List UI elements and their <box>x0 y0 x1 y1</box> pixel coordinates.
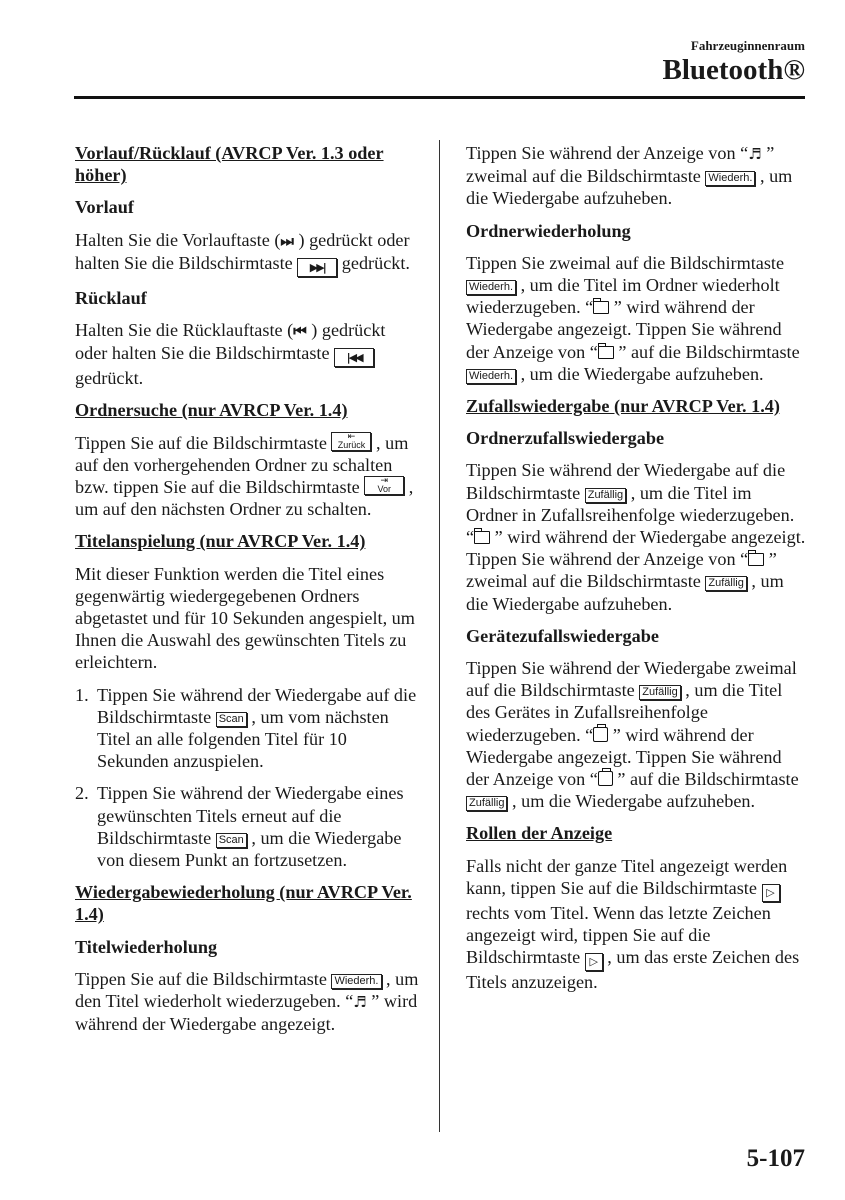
list-item: 1. Tippen Sie während der Wiedergabe auf die Bildschirmtaste Scan , um vom nächsten Titel an alle folgenden Titel für 10 Sekunden anzuspielen. <box>75 684 417 772</box>
subheading-folder-shuffle: Ordnerzufallswiedergabe <box>466 428 665 449</box>
heading-folder-search: Ordnersuche (nur AVRCP Ver. 1.4) <box>75 400 348 421</box>
left-column <box>75 142 420 1046</box>
shuffle-button-icon: Zufällig <box>705 576 746 591</box>
header-rule <box>74 96 805 99</box>
music-note-icon: ♬ <box>748 145 762 163</box>
paragraph-track-repeat: Tippen Sie auf die Bildschirmtaste Wiederh. , um den Titel wiederholt wiederzugeben. “♬ ” wird während der Wiedergabe angezeigt. <box>75 968 419 1035</box>
paragraph-cancel-track-repeat: Tippen Sie während der Anzeige von “♬ ” zweimal auf die Bildschirmtaste Wiederh. , um die Wiedergabe aufzuheben. <box>466 143 793 209</box>
list-item: 2. Tippen Sie während der Wiedergabe eines gewünschten Titels erneut auf die Bildschirmtaste Scan , um die Wiedergabe von diesem Punkt an fortzusetzen. <box>75 783 404 871</box>
column-divider <box>439 140 440 1132</box>
repeat-button-icon: Wiederh. <box>705 171 755 186</box>
heading-repeat: Wiedergabewiederholung (nur AVRCP Ver. 1.4) <box>75 882 412 925</box>
scan-button-icon: Scan <box>216 712 247 727</box>
music-note-icon: ♬ <box>353 993 367 1012</box>
shuffle-button-icon: Zufällig <box>639 685 680 700</box>
paragraph-track-scan: Mit dieser Funktion werden die Titel eines gegenwärtig wiedergegebenen Ordners abgetastet und für 10 Sekunden angespielt, um Ihnen die Auswahl des gewünschten Titels zu erleichtern. <box>75 563 415 673</box>
section-label: Fahrzeuginnenraum <box>690 38 805 53</box>
back-folder-button-icon: ⇤ Zurück <box>331 432 371 451</box>
scan-steps <box>75 684 420 872</box>
folder-icon <box>598 346 614 359</box>
heading-shuffle: Zufallswiedergabe (nur AVRCP Ver. 1.4) <box>466 396 780 417</box>
subheading-track-repeat: Titelwiederholung <box>75 936 218 957</box>
paragraph-forward: Halten Sie die Vorlauftaste (⏭ ) gedrückt oder halten Sie die Bildschirmtaste ▶▶| gedrückt. <box>75 229 420 277</box>
device-icon <box>598 771 613 786</box>
repeat-button-icon: Wiederh. <box>331 974 381 989</box>
next-track-icon: ⏭ <box>280 231 294 250</box>
paragraph-device-shuffle: Tippen Sie während der Wiedergabe zweimal auf die Bildschirmtaste Zufällig , um die Titel des Gerätes in Zufallsreihenfolge wiederzugeben. “ ” wird während der Wiedergabe angezeigt. Tippen Sie während der Anzeige von “ ” auf die Bildschirmtaste Zufällig , um die Wiedergabe aufzuheben. <box>466 658 799 812</box>
scan-button-icon: Scan <box>216 833 247 848</box>
heading-track-scan: Titelanspielung (nur AVRCP Ver. 1.4) <box>75 531 366 552</box>
subheading-folder-repeat: Ordnerwiederholung <box>466 220 631 241</box>
shuffle-button-icon: Zufällig <box>585 488 626 503</box>
page-number: 5-107 <box>746 1145 805 1172</box>
prev-track-icon: ⏮ <box>293 322 307 341</box>
prev-screen-button-icon: |◀◀ <box>334 348 374 367</box>
page-title: Bluetooth® <box>662 54 805 86</box>
folder-icon <box>748 553 764 566</box>
paragraph-scroll-display: Falls nicht der ganze Titel angezeigt werden kann, tippen Sie auf die Bildschirmtaste ▷ rechts vom Titel. Wenn das letzte Zeichen angezeigt wird, tippen Sie auf die Bildschirmtaste ▷ , um das erste Zeichen des Titels anzuzeigen. <box>466 855 800 993</box>
repeat-button-icon: Wiederh. <box>466 280 516 295</box>
repeat-button-icon: Wiederh. <box>466 369 516 384</box>
subheading-forward: Vorlauf <box>75 197 134 218</box>
next-screen-button-icon: ▶▶| <box>297 258 337 277</box>
play-icon: ▷ <box>585 953 603 971</box>
heading-forward-rewind: Vorlauf/Rücklauf (AVRCP Ver. 1.3 oder höher) <box>75 143 384 186</box>
folder-icon <box>593 301 609 314</box>
shuffle-button-icon: Zufällig <box>466 796 507 811</box>
forward-folder-button-icon: ⇥ Vor <box>364 476 404 495</box>
paragraph-rewind: Halten Sie die Rücklauftaste (⏮ ) gedrückt oder halten Sie die Bildschirmtaste |◀◀ gedrückt. <box>75 320 386 389</box>
paragraph-folder-repeat: Tippen Sie zweimal auf die Bildschirmtaste Wiederh. , um die Titel im Ordner wiederholt wiederzugeben. “ ” wird während der Wiedergabe angezeigt. Tippen Sie während der Anzeige von “ ” auf die Bildschirmtaste Wiederh. , um die Wiedergabe aufzuheben. <box>466 252 800 384</box>
heading-scroll-display: Rollen der Anzeige <box>466 823 613 844</box>
paragraph-folder-search: Tippen Sie auf die Bildschirmtaste ⇤ Zurück , um auf den vorhergehenden Ordner zu schalten bzw. tippen Sie auf die Bildschirmtaste ⇥ Vor , um auf den nächsten Ordner zu schalten. <box>75 431 414 520</box>
subheading-rewind: Rücklauf <box>75 287 147 308</box>
subheading-device-shuffle: Gerätezufallswiedergabe <box>466 625 659 646</box>
play-icon: ▷ <box>762 884 780 902</box>
device-icon <box>593 727 608 742</box>
folder-icon <box>474 531 490 544</box>
right-column <box>466 142 806 1004</box>
paragraph-folder-shuffle: Tippen Sie während der Wiedergabe auf die Bildschirmtaste Zufällig , um die Titel im Ordner in Zufallsreihenfolge wiederzugeben. “ ” wird während der Wiedergabe angezeigt. Tippen Sie während der Anzeige von “ ” zweimal auf die Bildschirmtaste Zufällig , um die Wiedergabe aufzuheben. <box>466 460 806 614</box>
